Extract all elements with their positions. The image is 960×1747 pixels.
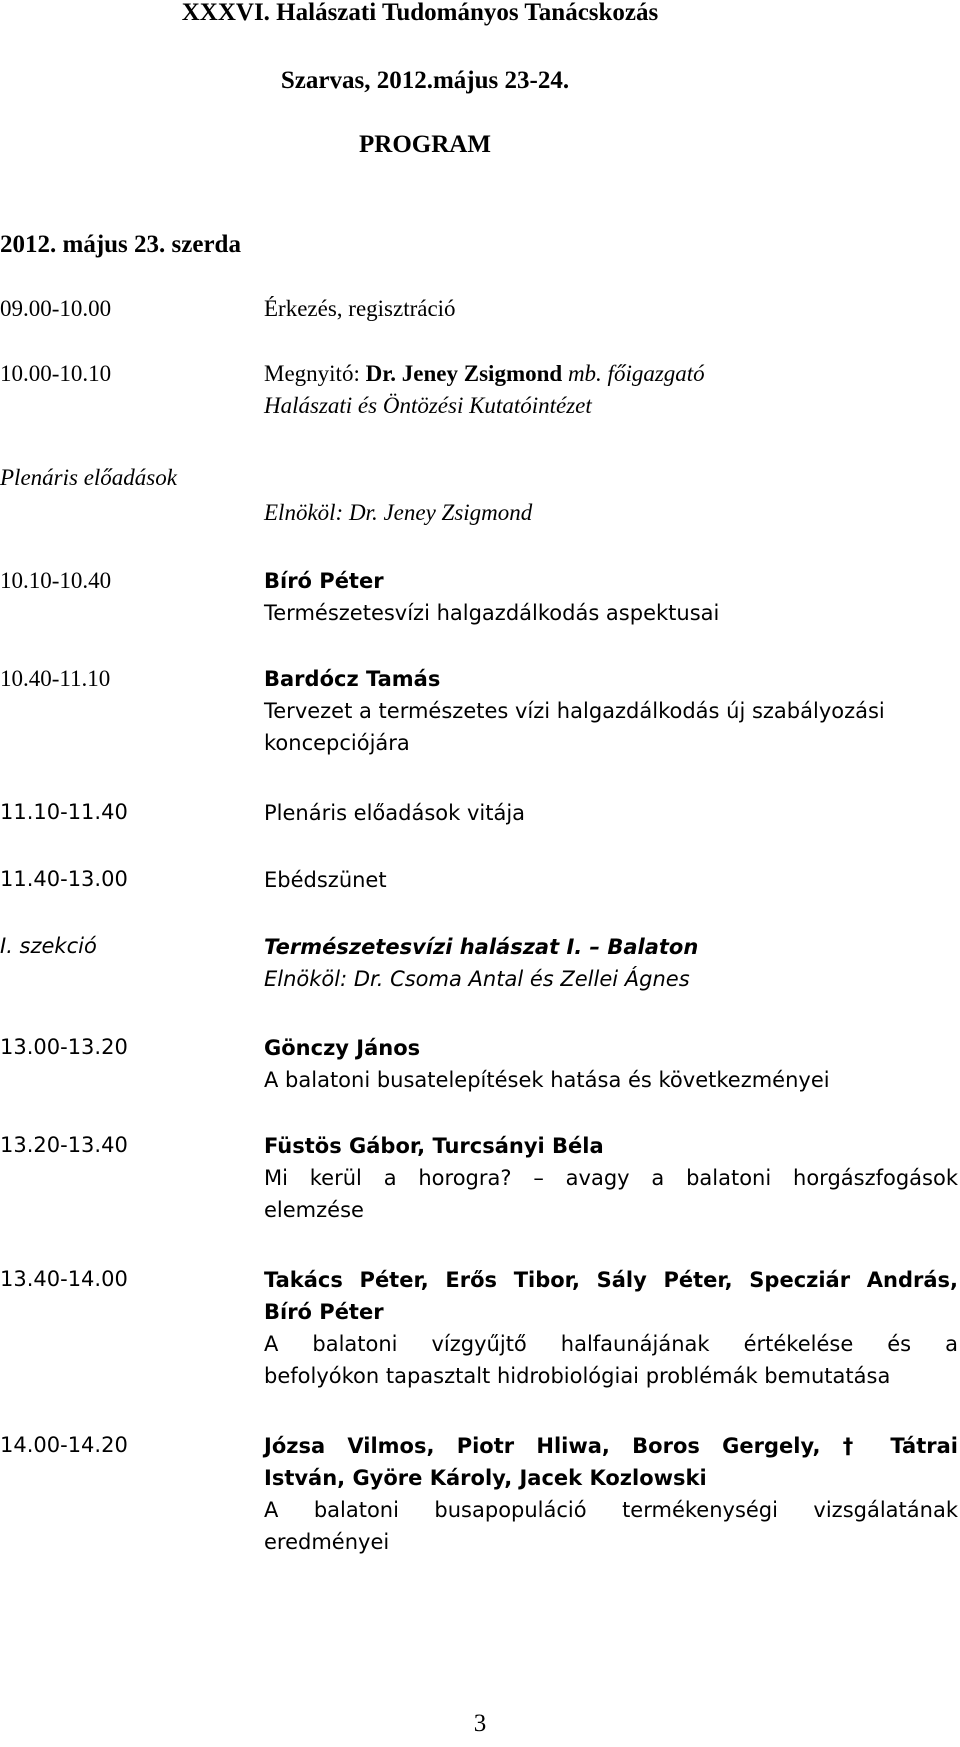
row-content <box>264 797 958 829</box>
section-label: I. szekció <box>0 934 97 958</box>
speaker: Bardócz Tamás <box>264 667 441 691</box>
talk-title: A balatoni busatelepítések hatása és következményei <box>264 1068 830 1092</box>
day-heading: 2012. május 23. szerda <box>0 231 241 258</box>
conference-title: XXXVI. Halászati Tudományos Tanácskozás <box>181 0 659 26</box>
row-content <box>264 497 958 529</box>
page-number: 3 <box>473 1710 487 1737</box>
time-slot: 10.40-11.10 <box>0 666 111 691</box>
item-text: Plenáris előadások vitája <box>264 801 526 825</box>
row-content <box>264 864 958 896</box>
opening-prefix: Megnyitó: <box>264 361 366 386</box>
speaker: Gönczy János <box>264 1036 421 1060</box>
row-content <box>264 293 958 325</box>
opener-name: Dr. Jeney Zsigmond <box>365 361 563 386</box>
plenary-label: Plenáris előadások <box>0 465 177 490</box>
talk-title-line-1: A balatoni vízgyűjtő halfaunájának értékelése és a <box>264 1332 958 1356</box>
program-heading: PROGRAM <box>359 131 491 158</box>
time-slot: 13.20-13.40 <box>0 1133 128 1157</box>
opener-title: mb. főigazgató <box>562 361 705 386</box>
institute-name: Halászati és Öntözési Kutatóintézet <box>264 393 592 418</box>
place-date: Szarvas, 2012.május 23-24. <box>280 67 570 94</box>
talk-title-line-1: Mi kerül a horogra? – avagy a balatoni horgászfogások <box>264 1166 958 1190</box>
talk-title-line-1: Tervezet a természetes vízi halgazdálkodás új szabályozási <box>264 699 885 723</box>
speakers-line-1: Takács Péter, Erős Tibor, Sály Péter, Specziár András, <box>264 1268 958 1292</box>
talk-title-line-2: eredményei <box>264 1530 390 1554</box>
row-content <box>264 358 958 422</box>
section-title: Természetesvízi halászat I. – Balaton <box>264 935 699 959</box>
time-slot: 11.10-11.40 <box>0 800 128 824</box>
plenary-chair: Elnököl: Dr. Jeney Zsigmond <box>264 500 533 525</box>
time-slot: 09.00-10.00 <box>0 296 112 321</box>
speakers-line-1: Józsa Vilmos, Piotr Hliwa, Boros Gergely, † Tátrai <box>264 1434 958 1458</box>
time-slot: 10.10-10.40 <box>0 568 112 593</box>
time-slot: 11.40-13.00 <box>0 867 128 891</box>
talk-title-line-1: A balatoni busapopuláció termékenységi vizsgálatának <box>264 1498 958 1522</box>
speaker: Bíró Péter <box>264 569 384 593</box>
row-content <box>264 1430 958 1558</box>
item-text: Érkezés, regisztráció <box>264 296 456 321</box>
time-slot: 14.00-14.20 <box>0 1433 128 1457</box>
speakers-line-2: Bíró Péter <box>264 1300 384 1324</box>
talk-title-line-2: koncepciójára <box>264 731 410 755</box>
item-text: Ebédszünet <box>264 868 387 892</box>
speaker: Füstös Gábor, Turcsányi Béla <box>264 1134 604 1158</box>
row-content <box>264 1130 958 1226</box>
talk-title-line-2: elemzése <box>264 1198 364 1222</box>
section-chair: Elnököl: Dr. Csoma Antal és Zellei Ágnes <box>264 967 690 991</box>
time-slot: 13.00-13.20 <box>0 1035 128 1059</box>
row-content <box>264 1032 958 1096</box>
row-content <box>264 663 958 759</box>
row-content <box>264 565 958 629</box>
row-content <box>264 1264 958 1392</box>
row-content <box>264 931 958 995</box>
opening-line <box>264 358 958 390</box>
time-slot: 10.00-10.10 <box>0 361 112 386</box>
time-slot: 13.40-14.00 <box>0 1267 128 1291</box>
speakers-line-2: István, Györe Károly, Jacek Kozlowski <box>264 1466 707 1490</box>
talk-title-line-2: befolyókon tapasztalt hidrobiológiai problémák bemutatása <box>264 1364 891 1388</box>
talk-title: Természetesvízi halgazdálkodás aspektusai <box>264 601 720 625</box>
